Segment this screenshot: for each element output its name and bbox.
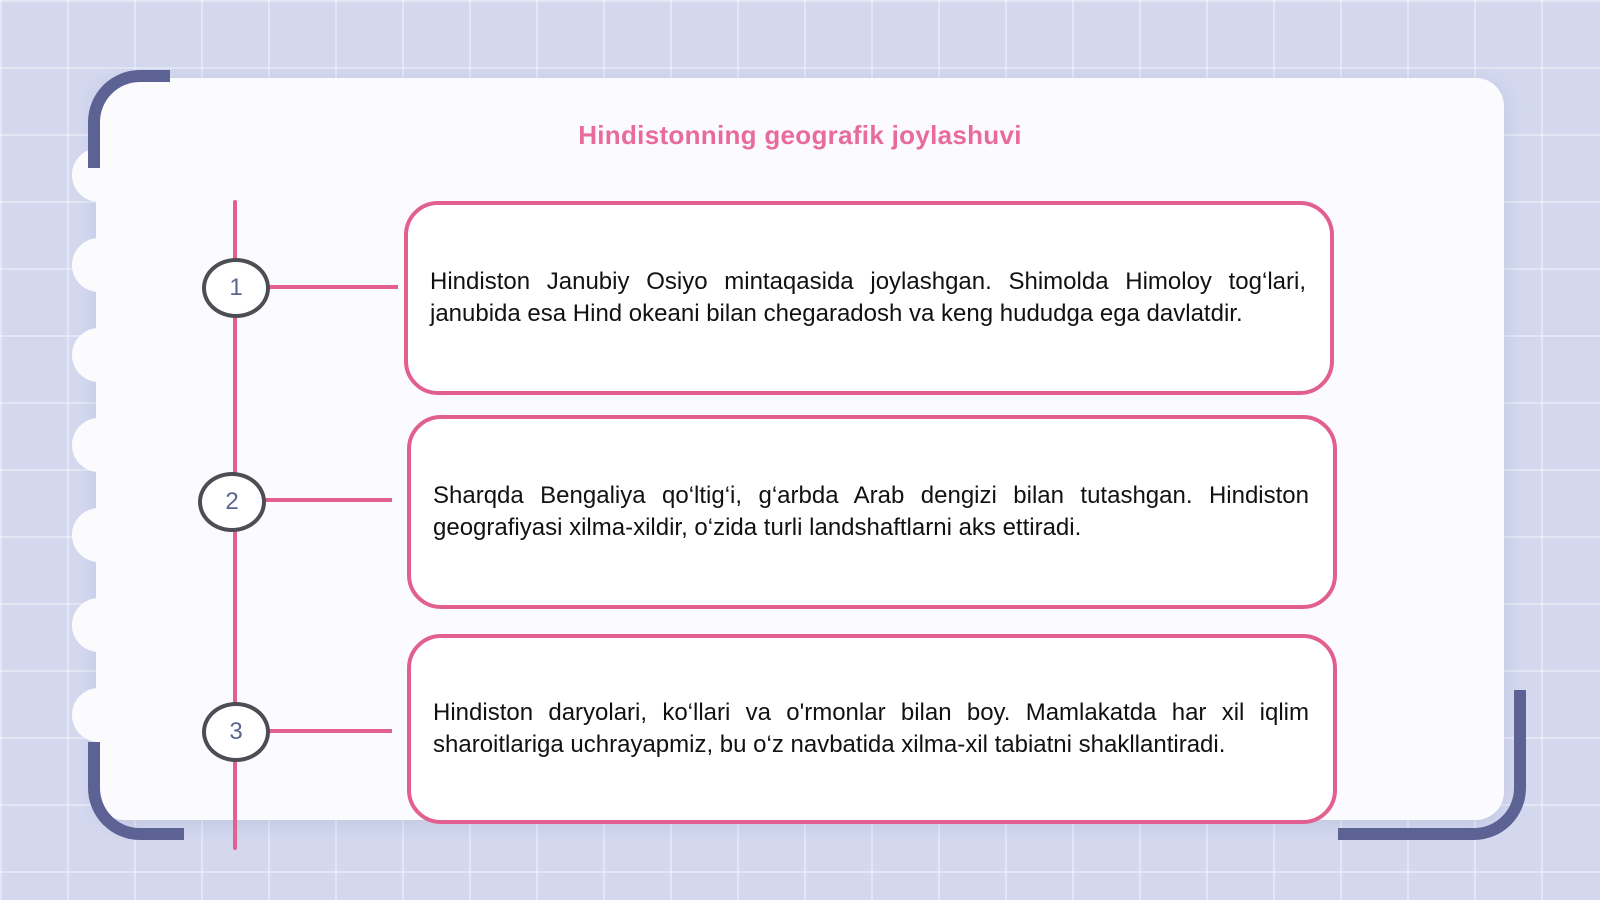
- timeline-connector: [266, 729, 392, 733]
- step-number: 3: [229, 718, 243, 745]
- step-number: 2: [225, 488, 239, 515]
- info-box-text: Hindiston Janubiy Osiyo mintaqasida joylashgan. Shimolda Himoloy tog‘lari, janubida esa Hind okeani bilan chegaradosh va keng hududga ega davlatdir.: [430, 268, 1306, 327]
- step-number: 1: [229, 274, 243, 301]
- info-box-text: Sharqda Bengaliya qo‘ltig‘i, g‘arbda Arab dengizi bilan tutashgan. Hindiston geografiyasi xilma-xildir, o‘zida turli landshaftlarni aks ettiradi.: [433, 482, 1309, 541]
- card-edge-bump: [72, 238, 126, 292]
- timeline-connector: [264, 498, 392, 502]
- card-edge-bump: [72, 418, 126, 472]
- info-box: [407, 415, 1337, 609]
- info-box: [404, 201, 1334, 395]
- frame-corner-top-left: [88, 70, 170, 168]
- info-box-text: Hindiston daryolari, ko‘llari va o'rmonlar bilan boy. Mamlakatda har xil iqlim sharoitlariga uchrayapmiz, bu o‘z navbatida xilma-xil tabiatni shakllantiradi.: [433, 699, 1309, 758]
- timeline-connector: [266, 285, 398, 289]
- step-number-badge: [198, 472, 266, 532]
- card-edge-bump: [72, 688, 126, 742]
- card-edge-bump: [72, 508, 126, 562]
- card-edge-bump: [72, 328, 126, 382]
- card-edge-bump: [72, 598, 126, 652]
- slide-title: Hindistonning geografik joylashuvi: [578, 120, 1022, 150]
- frame-corner-bottom-right: [1338, 690, 1526, 840]
- step-number-badge: [202, 258, 270, 318]
- step-number-badge: [202, 702, 270, 762]
- frame-corner-bottom-left: [88, 742, 184, 840]
- info-box: [407, 634, 1337, 824]
